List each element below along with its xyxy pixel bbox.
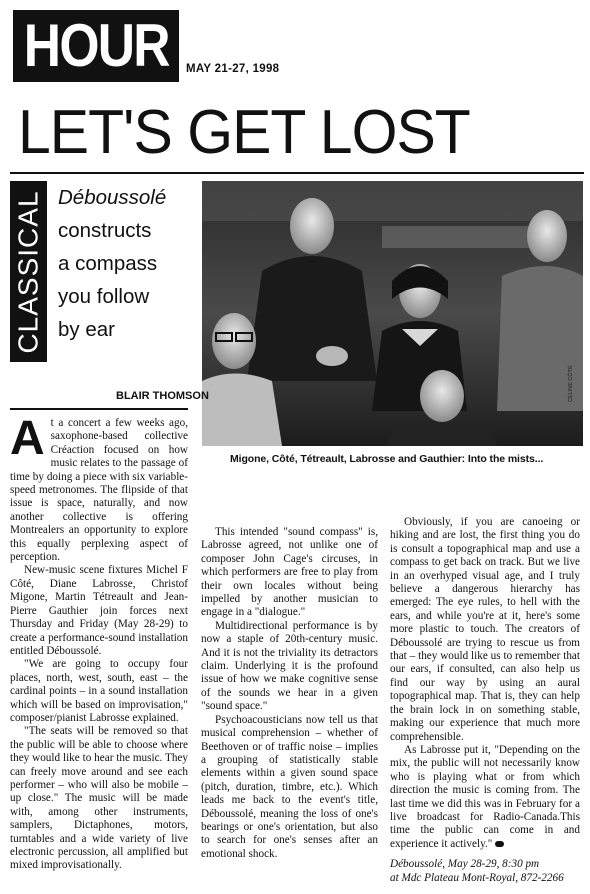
- paragraph: New-music scene fixtures Michel F Côté, Diane Labrosse, Christof Migone, Martin Tétreault and Jean-Pierre Gauthier join forces next Thursday and Friday (May 28-29) to create a performance-sound installation entitled Déboussolé.: [10, 564, 188, 657]
- issue-date: MAY 21-27, 1998: [186, 63, 280, 75]
- paragraph: Obviously, if you are canoeing or hiking and are lost, the first thing you do is consult a topographical map and use a compass to get back on track. But we live in an overhyped visual age, and I truly believe a dangerous hierarchy has emerged: The eye rules, to hell with the ears, and while you're at it, here's some more plastic to touch. The creators of Déboussolé are trying to rescue us from that – they would like us to remember that our ears, if consulted, can also help us find our way by using an aural topographical map. That is, they can help the brain lock in on something stable, making our experience that much more comprehensible.: [390, 516, 580, 743]
- section-label: CLASSICAL: [12, 189, 44, 354]
- paragraph: "We are going to occupy four places, north, west, south, east – the cardinal points – in a sound installation which will be based on improvisation," composer/pianist Labrosse explained.: [10, 658, 188, 724]
- event-info: [390, 857, 580, 885]
- paragraph: Multidirectional performance is by now a staple of 20th-century music. And it is not the triviality its detractors claim. Underlying it is the profound issue of how we make cognitive sense of the sounds we hear in a given "sound space.": [201, 619, 378, 713]
- deck-line: a compass: [58, 252, 158, 275]
- group-photo-image: [202, 181, 583, 446]
- event-dates: Déboussolé, May 28-29, 8:30 pm: [390, 858, 540, 871]
- article-column-3: [390, 516, 580, 885]
- event-venue: at Mdc Plateau Mont-Royal, 872-2266: [390, 872, 564, 885]
- deck-line: you follow: [58, 285, 150, 308]
- masthead-logo-text: HOUR: [23, 12, 169, 79]
- paragraph: [390, 744, 580, 851]
- section-tab: [10, 181, 47, 362]
- deck-name: Déboussolé: [58, 186, 167, 209]
- paragraph: "The seats will be removed so that the public will be able to choose where they would like to hear the music. They can freely move around and see each performer – who will also be mobile – up close." The music will be made with, among other instruments, samplers, Dictaphones, motors, turntables and a wide variety of live electronic percussion, all amplified but mixed improvisationally.: [10, 725, 188, 872]
- paragraph: This intended "sound compass" is, Labrosse agreed, not unlike one of composer John Cage's circuses, in which performers are free to play from their own locales without being impelled by another musician to engage in a "dialogue.": [201, 526, 378, 619]
- drop-cap: A: [10, 412, 45, 465]
- headline-rule: [10, 172, 584, 174]
- end-of-story-icon: [495, 841, 504, 847]
- article-column-1: [10, 412, 188, 873]
- paragraph-text: As Labrosse put it, "Depending on the mix, the public will not necessarily know who is playing what or from which direction the music is coming from. The last time we did this was in February for a live broadcast for Radio-Canada.This time the public can come in and experience it actively.": [390, 743, 580, 850]
- article-column-2: [201, 526, 378, 861]
- headline: LET'S GET LOST: [18, 98, 470, 167]
- deck-line: constructs: [58, 219, 152, 242]
- photo-credit: CÉLINE CÔTÉ: [568, 365, 574, 402]
- photo-caption: Migone, Côté, Tétreault, Labrosse and Gauthier: Into the mists...: [230, 453, 544, 465]
- byline-rule: [10, 408, 188, 410]
- paragraph-text: t a concert a few weeks ago, saxophone-based collective Créaction focused on how music relates to the passage of time by doing a piece with six variable-speed metronomes. The flipside of that issue is space, naturally, and now another collective is offering Montrealers an opportunity to explore this equally perplexing aspect of perception.: [10, 417, 188, 564]
- byline: BLAIR THOMSON: [116, 390, 209, 402]
- paragraph: Psychoacousticians now tell us that musical comprehension – whether of Beethoven or of traffic noise – implies a grouping of statistically stable elements within a given sound space (pitch, duration, timbre, etc.). Which leads me back to the event's title, Déboussolé, meaning the loss of one's bearings or one's orientation, but also to search for one's senses after an emotional shock.: [201, 713, 378, 860]
- paragraph: [10, 412, 188, 564]
- masthead-logo: [13, 10, 179, 82]
- group-photo: [202, 181, 583, 446]
- deck: [58, 181, 198, 346]
- deck-line: by ear: [58, 318, 115, 341]
